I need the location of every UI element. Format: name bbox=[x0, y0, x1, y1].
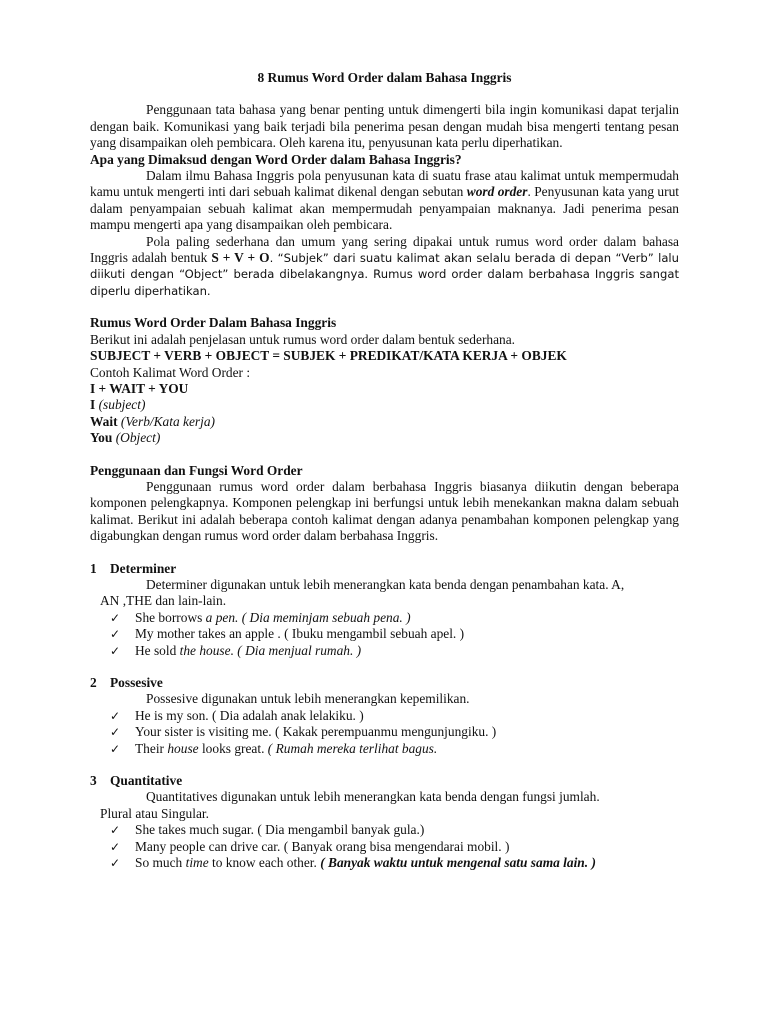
text-segment: He is my son. ( Dia adalah anak lelakiku. ) bbox=[135, 707, 364, 723]
list-item bbox=[110, 643, 679, 659]
text-segment: ( Rumah mereka terlihat bagus. bbox=[267, 740, 438, 756]
text-segment: the house. ( Dia menjual rumah. ) bbox=[179, 642, 362, 658]
example-part bbox=[90, 397, 679, 413]
numbered-heading-determiner bbox=[90, 561, 679, 577]
quantitative-description-cont: Plural atau Singular. bbox=[100, 805, 209, 821]
check-icon: ✓ bbox=[110, 627, 121, 642]
part-word: I bbox=[90, 397, 96, 413]
check-icon: ✓ bbox=[110, 708, 121, 723]
item-title: Possesive bbox=[110, 675, 163, 690]
example-formula: I + WAIT + YOU bbox=[90, 380, 189, 396]
numbered-heading-quantitative bbox=[90, 773, 679, 789]
item-number: 3 bbox=[90, 773, 97, 789]
list-item bbox=[110, 610, 679, 626]
check-icon: ✓ bbox=[110, 839, 121, 854]
determiner-examples bbox=[90, 610, 679, 659]
text-segment: She borrows bbox=[135, 609, 206, 625]
text-segment: Their bbox=[135, 740, 168, 756]
quantitative-description: Quantitatives digunakan untuk lebih menerangkan kata benda dengan fungsi jumlah. bbox=[146, 789, 600, 805]
example-part bbox=[90, 430, 679, 446]
rumus-formula: SUBJECT + VERB + OBJECT = SUBJEK + PREDIKAT/KATA KERJA + OBJEK bbox=[90, 348, 567, 364]
term-word-order: word order bbox=[466, 184, 528, 200]
paragraph-pattern bbox=[90, 234, 679, 300]
text-segment: house bbox=[167, 740, 199, 756]
document-title: 8 Rumus Word Order dalam Bahasa Inggris bbox=[257, 70, 512, 85]
part-role: (subject) bbox=[98, 397, 146, 413]
item-number: 1 bbox=[90, 560, 97, 576]
list-item bbox=[110, 741, 679, 757]
list-item bbox=[110, 724, 679, 740]
example-label: Contoh Kalimat Word Order : bbox=[90, 364, 251, 380]
example-part bbox=[90, 414, 679, 430]
list-item bbox=[110, 626, 679, 642]
section-heading-rumus: Rumus Word Order Dalam Bahasa Inggris bbox=[90, 315, 337, 331]
part-word: Wait bbox=[90, 413, 118, 429]
text-segment: Determiner digunakan untuk lebih menerangkan kata benda dengan penambahan kata. A, bbox=[146, 576, 625, 592]
text-segment: . “Subjek” dari suatu kalimat akan selalu berada di depan “Verb” lalu diikuti dengan “Object” berada dibelakangnya. Rumus word order dalam berbahasa Inggris sangat diperlu diperhatikan. bbox=[90, 251, 679, 298]
possesive-description: Possesive digunakan untuk lebih menerangkan kepemilikan. bbox=[146, 691, 470, 707]
rumus-intro-line: Berikut ini adalah penjelasan untuk rumus word order dalam bentuk sederhana. bbox=[90, 331, 516, 347]
text-segment: She takes much sugar. ( Dia mengambil banyak gula.) bbox=[135, 822, 425, 838]
check-icon: ✓ bbox=[110, 856, 121, 871]
section-heading-what: Apa yang Dimaksud dengan Word Order dalam Bahasa Inggris? bbox=[90, 151, 462, 167]
list-item bbox=[110, 839, 679, 855]
text-segment: My mother takes an apple . ( Ibuku mengambil sebuah apel. ) bbox=[135, 626, 465, 642]
part-role: (Verb/Kata kerja) bbox=[120, 413, 215, 429]
determiner-description-cont: AN ,THE dan lain-lain. bbox=[100, 593, 227, 609]
text-segment: So much bbox=[135, 855, 186, 871]
item-title: Determiner bbox=[110, 560, 177, 576]
text-segment: Your sister is visiting me. ( Kakak perempuanmu mengunjungiku. ) bbox=[135, 724, 497, 740]
formula-svo: S + V + O bbox=[211, 250, 270, 266]
text-segment: time bbox=[185, 855, 209, 871]
part-role: (Object) bbox=[115, 430, 161, 446]
item-title: Quantitative bbox=[110, 773, 183, 789]
text-segment: Dalam ilmu Bahasa Inggris pola penyusunan kata di suatu frase atau kalimat untuk mempermudah kamu untuk mengerti inti dari sebuah kalimat dikenal dengan sebutan bbox=[90, 168, 679, 200]
text-segment: Pola paling sederhana dan umum yang sering dipakai untuk rumus word order dalam bahasa Inggris adalah bentuk bbox=[90, 233, 679, 266]
part-word: You bbox=[90, 430, 113, 446]
section-heading-fungsi: Penggunaan dan Fungsi Word Order bbox=[90, 462, 303, 478]
text-segment: He sold bbox=[135, 642, 180, 658]
paragraph-fungsi: Penggunaan rumus word order dalam berbahasa Inggris biasanya diikutin dengan beberapa komponen pelengkapnya. Komponen pelengkap ini berfungsi untuk lebih menekankan makna dalam sebuah kalimat. Berikut ini adalah beberapa contoh kalimat dengan adanya penambahan komponen pelengkap yang digabungkan dengan rumus word order dalam berbahasa Inggris. bbox=[90, 478, 679, 544]
check-icon: ✓ bbox=[110, 725, 121, 740]
quantitative-examples bbox=[90, 822, 679, 871]
check-icon: ✓ bbox=[110, 643, 121, 658]
intro-paragraph: Penggunaan tata bahasa yang benar penting untuk dimengerti bila ingin komunikasi dapat terjalin dengan baik. Komunikasi yang baik terjadi bila penerima pesan dengan mudah bisa mengerti tentang pesan yang disampaikan oleh pembicara. Oleh karena itu, penyusunan kata perlu diperhatikan. bbox=[90, 102, 679, 151]
text-segment: ( Banyak waktu untuk mengenal satu sama lain. ) bbox=[320, 855, 596, 871]
determiner-description bbox=[90, 577, 679, 593]
text-segment: looks great. bbox=[198, 740, 268, 756]
item-number: 2 bbox=[90, 675, 97, 690]
check-icon: ✓ bbox=[110, 823, 121, 838]
check-icon: ✓ bbox=[110, 741, 121, 756]
possesive-examples bbox=[90, 708, 679, 757]
text-segment: a pen. ( Dia meminjam sebuah pena. ) bbox=[205, 609, 411, 625]
text-segment: Many people can drive car. ( Banyak orang bisa mengendarai mobil. ) bbox=[135, 838, 510, 854]
list-item bbox=[110, 822, 679, 838]
text-segment: . Penyusunan kata yang urut dalam penyampaian sebuah kalimat akan mempermudah penyampaian maknanya. Jadi penerima pesan mampu mengerti apa yang disampaikan oleh pembicara. bbox=[90, 184, 680, 233]
check-icon: ✓ bbox=[110, 610, 121, 625]
list-item bbox=[110, 855, 679, 871]
numbered-heading-possesive bbox=[90, 675, 679, 691]
text-segment: to know each other. bbox=[208, 855, 321, 871]
list-item bbox=[110, 708, 679, 724]
paragraph-definition bbox=[90, 168, 679, 234]
